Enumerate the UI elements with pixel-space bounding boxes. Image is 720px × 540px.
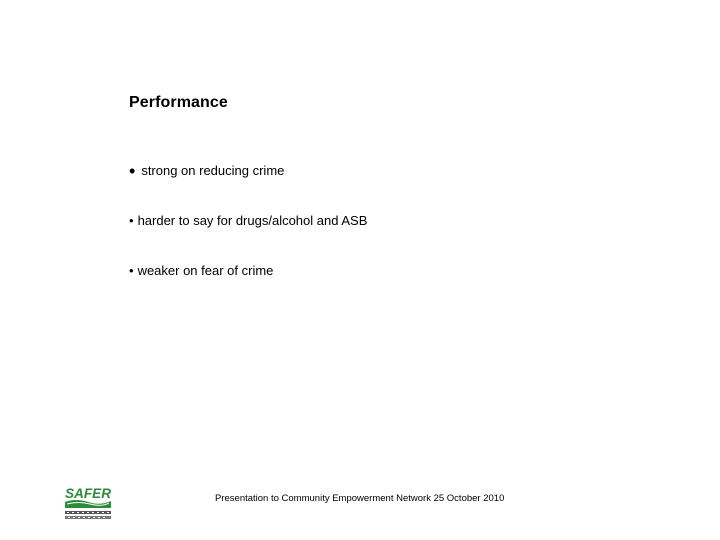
bullet-marker: • [129,263,134,278]
svg-text:SAFER: SAFER [65,485,112,501]
bullet-item [129,213,367,228]
bullet-marker: • [129,213,134,228]
bullet-item [129,161,285,181]
bullet-item [129,263,273,278]
safer-logo [64,484,112,522]
slide-footer: Presentation to Community Empowerment Network 25 October 2010 [215,493,505,504]
bullet-marker: • [129,161,136,181]
bullet-text: harder to say for drugs/alcohol and ASB [137,213,368,228]
slide-title: Performance [129,94,228,111]
bullet-text: weaker on fear of crime [137,263,274,278]
bullet-text: strong on reducing crime [141,163,285,178]
